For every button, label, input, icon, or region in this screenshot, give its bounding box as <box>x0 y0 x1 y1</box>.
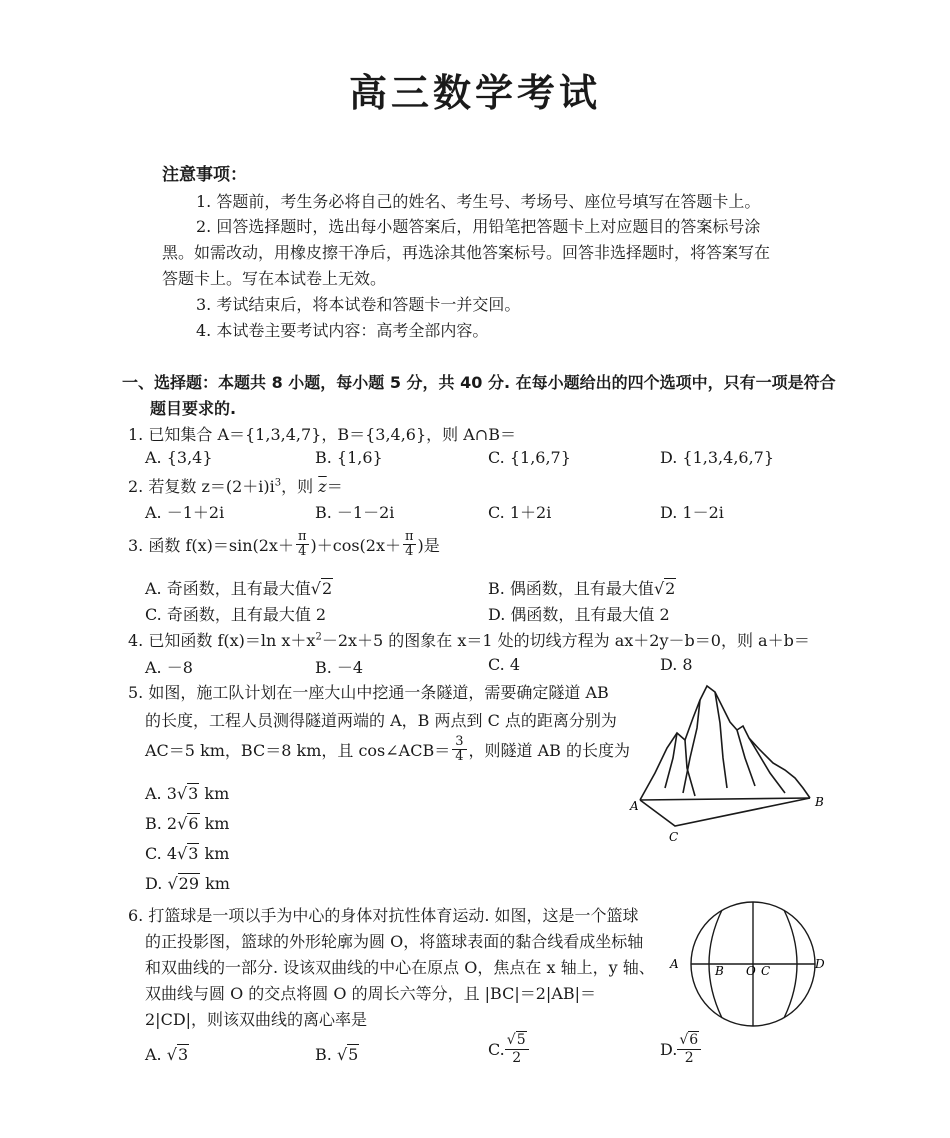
q3-fraction-1: π 4 <box>297 529 307 559</box>
q2-option-c: C. 1＋2i <box>488 503 552 522</box>
q3-option-a: A. 奇函数，且有最大值√2 <box>145 579 333 598</box>
label-b: B <box>815 795 824 809</box>
label-b: B <box>715 964 724 978</box>
basketball-figure <box>668 898 828 1033</box>
q6-stem-line-3: 和双曲线的一部分. 设该双曲线的中心在原点 O，焦点在 x 轴上，y 轴、 <box>145 958 655 977</box>
q5-stem-line-1: 5. 如图，施工队计划在一座大山中挖通一条隧道，需要确定隧道 AB <box>128 683 609 702</box>
label-c: C <box>761 964 771 978</box>
q6-option-b: B. √5 <box>315 1045 359 1064</box>
mountain-outline <box>640 686 810 800</box>
q1-option-b: B. {1,6} <box>315 448 383 467</box>
q6-stem-line-2: 的正投影图，篮球的外形轮廓为圆 O，将篮球表面的黏合线看成坐标轴 <box>145 932 644 951</box>
label-d: D <box>815 957 825 971</box>
notice-item-2-line-1: 2. 回答选择题时，选出每小题答案后，用铅笔把答题卡上对应题目的答案标号涂 <box>196 217 761 236</box>
q6-option-c: C. √5 2 <box>488 1032 529 1067</box>
notice-item-2-line-3: 答题卡上。写在本试卷上无效。 <box>162 269 387 288</box>
triangle-sides <box>640 798 810 826</box>
tunnel-ab <box>640 798 810 800</box>
q3-option-c: C. 奇函数，且有最大值 2 <box>145 605 327 624</box>
label-c: C <box>669 830 679 844</box>
q2-option-d: D. 1－2i <box>660 503 724 522</box>
q3-fraction-2: π 4 <box>405 529 414 559</box>
q3-stem: 3. 函数 f(x)＝sin(2x＋ π 4 )＋cos(2x＋ π 4 )是 <box>128 529 440 559</box>
q6-stem-line-4: 双曲线与圆 O 的交点将圆 O 的周长六等分，且 |BC|＝2|AB|＝ <box>145 984 597 1003</box>
notice-item-4: 4. 本试卷主要考试内容：高考全部内容。 <box>196 321 489 340</box>
q6-option-d: D. √6 2 <box>660 1032 701 1067</box>
q4-option-d: D. 8 <box>660 655 693 674</box>
q1-stem: 1. 已知集合 A＝{1,3,4,7}，B＝{3,4,6}，则 A∩B＝ <box>128 425 516 444</box>
label-a: A <box>630 799 639 813</box>
q4-option-c: C. 4 <box>488 655 521 674</box>
q4-option-a: A. －8 <box>145 658 193 677</box>
q1-option-a: A. {3,4} <box>145 448 213 467</box>
q1-option-d: D. {1,3,4,6,7} <box>660 448 775 467</box>
ridge-4 <box>737 730 755 786</box>
ridge-6 <box>685 740 695 796</box>
section-1-heading: 一、选择题：本题共 8 小题，每小题 5 分，共 40 分. 在每小题给出的四个选项中，只有一项是符合 <box>122 373 836 392</box>
q3-option-d: D. 偶函数，且有最大值 2 <box>488 605 670 624</box>
q5-option-c: C. 4√3 km <box>145 844 230 863</box>
q2-stem: 2. 若复数 $z=(2+i)i^3$，则 $\overline{z}=$ <box>128 477 343 496</box>
q5-fraction: 3 4 <box>452 735 466 764</box>
q5-stem-line-3: AC＝5 km，BC＝8 km，且 cos∠ACB＝ 3 4 ，则隧道 AB 的长度为 <box>145 734 630 764</box>
q3-option-b: B. 偶函数，且有最大值√2 <box>488 579 676 598</box>
mountain-figure <box>625 678 835 848</box>
q2-option-a: A. －1＋2i <box>145 503 225 522</box>
q6-option-a: A. √3 <box>145 1045 189 1064</box>
q5-option-a: A. 3√3 km <box>145 784 230 803</box>
notice-heading: 注意事项： <box>162 165 247 185</box>
q6-stem-line-1: 6. 打篮球是一项以手为中心的身体对抗性体育运动. 如图，这是一个篮球 <box>128 906 639 925</box>
ridge-3 <box>715 692 727 788</box>
q2-option-b: B. －1－2i <box>315 503 395 522</box>
notice-item-3: 3. 考试结束后，将本试卷和答题卡一并交回。 <box>196 295 521 314</box>
notice-item-1: 1. 答题前，考生务必将自己的姓名、考生号、考场号、座位号填写在答题卡上。 <box>196 192 761 211</box>
q5-option-d: D. √29 km <box>145 874 230 893</box>
label-o: O <box>746 964 756 978</box>
q4-stem: 4. 已知函数 f(x)＝ln $x+x^2-2x+5$ 的图象在 x＝1 处的切线方程为 ax＋2y－b＝0，则 a＋b＝ <box>128 631 810 650</box>
q5-option-b: B. 2√6 km <box>145 814 230 833</box>
section-1-heading-cont: 题目要求的. <box>150 399 237 418</box>
q1-option-c: C. {1,6,7} <box>488 448 571 467</box>
label-a: A <box>670 957 679 971</box>
q6-stem-line-5: 2|CD|，则该双曲线的离心率是 <box>145 1010 368 1029</box>
notice-item-2-line-2: 黑。如需改动，用橡皮擦干净后，再选涂其他答案标号。回答非选择题时，将答案写在 <box>162 243 771 262</box>
exam-title: 高三数学考试 <box>348 71 601 115</box>
q4-option-b: B. －4 <box>315 658 364 677</box>
q5-stem-line-2: 的长度，工程人员测得隧道两端的 A，B 两点到 C 点的距离分别为 <box>145 711 617 730</box>
